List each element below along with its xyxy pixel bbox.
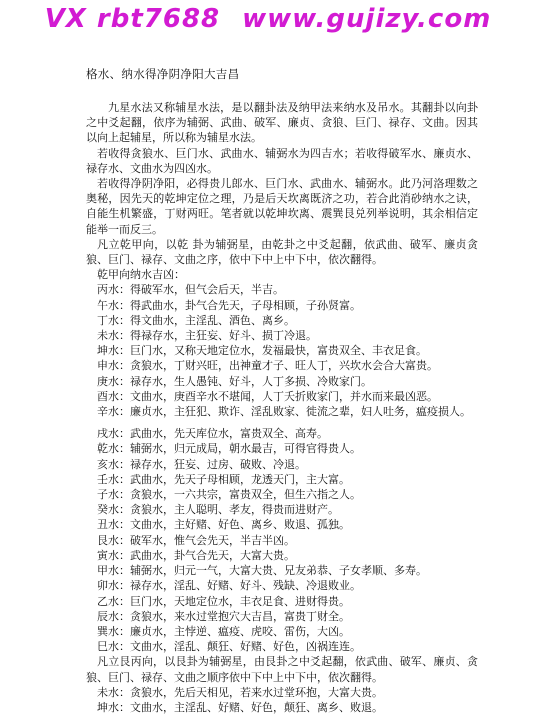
paragraph: 卯水：禄存水，淫乱、好赌、好斗、残缺、冷退败业。 [97,579,361,593]
paragraph: 甲水：辅弼水，归元一气，大富大贵、兄友弟恭、子女孝顺、多寿。 [97,564,427,578]
paragraph: 癸水：贪狼水，主人聪明、孝友，得贵而进财产。 [97,503,339,517]
paragraph: 未水：贪狼水，先后天相见，若来水过堂环抱，大富大贵。 [97,685,383,699]
paragraph: 辰水：贪狼水，来水过堂抱穴大吉昌，富贵丁财全。 [97,609,350,623]
paragraph: 凡立艮丙向，以艮卦为辅弼星，由艮卦之中爻起翻，依武曲、破军、廉贞、贪狼、巨门、禄存、文曲之顺序依中下中上中下中，依次翻得。 [86,655,478,684]
paragraph: 申水：贪狼水，丁财兴旺，出神童才子、旺人丁，兴坎水会合大富贵。 [97,359,438,373]
paragraph: 戌水：武曲水，先天库位水，富贵双全、高寿。 [97,427,328,441]
paragraph: 辛水：廉贞水，主狂犯、欺诈、淫乱败家、徙流之辈，妇人吐务，瘟疫损人。 [97,405,471,419]
paragraph: 午水：得武曲水，卦气合先天，子母相顾，子孙贤富。 [97,298,361,312]
paragraph: 寅水：武曲水，卦气合先天，大富大贵。 [97,548,295,562]
paragraph: 乾甲向纳水吉凶： [97,268,185,282]
paragraph: 若收得贪狼水、巨门水、武曲水、辅弼水为四吉水；若收得破军水、廉贞水、禄存水、文曲水为四凶水。 [86,146,478,175]
paragraph: 壬水：武曲水，先天子母相顾，龙透天门，主大富。 [97,472,350,486]
paragraph: 未水：得禄存水，主狂妄、好斗、损丁冷退。 [97,329,317,343]
paragraph: 丑水：文曲水，主好赌、好色、离乡、败退、孤独。 [97,518,350,532]
paragraph: 乙水：巨门水，天地定位水，丰衣足食、进财得贵。 [97,594,350,608]
paragraph: 丁水：得文曲水，主淫乱、酒色、离乡。 [97,313,295,327]
paragraph: 坤水：巨门水，又称天地定位水，发福最快，富贵双全、丰衣足食。 [97,344,427,358]
document-title: 格水、纳水得净阴净阳大吉昌 [86,67,240,81]
paragraph: 凡立乾甲向，以乾 卦为辅弼星，由乾卦之中爻起翻，依武曲、破军、廉贞贪狼、巨门、禄存、文曲之序，依中下中上中下中，依次翻得。 [86,237,478,267]
paragraph: 酉水：文曲水，庚酉辛水不堪闻，人丁夭折败家门，并水而来最凶恶。 [97,389,438,403]
paragraph: 艮水：破军水，惟气会先天，半吉半凶。 [97,533,295,547]
watermark-website: www.gujizy.com [242,4,492,34]
watermark [0,2,536,36]
paragraph: 若收得净阴净阳，必得贵儿郎水、巨门水、武曲水、辅弼水。此乃河洛理数之奥秘，因先天的乾坤定位之理，乃是后天坎离既济之功，若合此消砂纳水之诀，自能生机繁盛，丁财两旺。笔者就以乾坤坎离、震巽艮兑列举说明，其余相信定能举一而反三。 [86,177,478,236]
paragraph: 乾水：辅弼水，归元成局，朝水最吉，可得官得贵人。 [97,442,361,456]
paragraph: 巳水：文曲水，淫乱、颠狂、好赌、好色，凶祸连连。 [97,640,361,654]
paragraph: 庚水：禄存水，生人愚钝、好斗，人丁多损、冷败家门。 [97,374,372,388]
watermark-wechat-id: VX rbt7688 [44,4,221,34]
document-body [86,100,478,715]
paragraph-gap [86,419,478,426]
paragraph: 坤水：文曲水，主淫乱、好赌、好色，颠狂、离乡、败退。 [97,700,383,714]
paragraph: 亥水：禄存水，狂妄、过房、破败、冷退。 [97,457,306,471]
paragraph: 九星水法又称辅星水法，是以翻卦法及纳甲法来纳水及吊水。其翻卦以向卦之中爻起翻，依序为辅弼、武曲、破军、廉贞、贪狼、巨门、禄存、文曲。因其以向上起辅星，所以称为辅星水法。 [86,101,478,145]
paragraph: 丙水：得破军水，但气会后天，半吉。 [97,283,284,297]
paragraph: 子水：贪狼水，一六共宗，富贵双全，但生六指之人。 [97,488,361,502]
paragraph: 巽水：廉贞水，主悖逆、瘟疫、虎咬、雷伤，大凶。 [97,624,350,638]
